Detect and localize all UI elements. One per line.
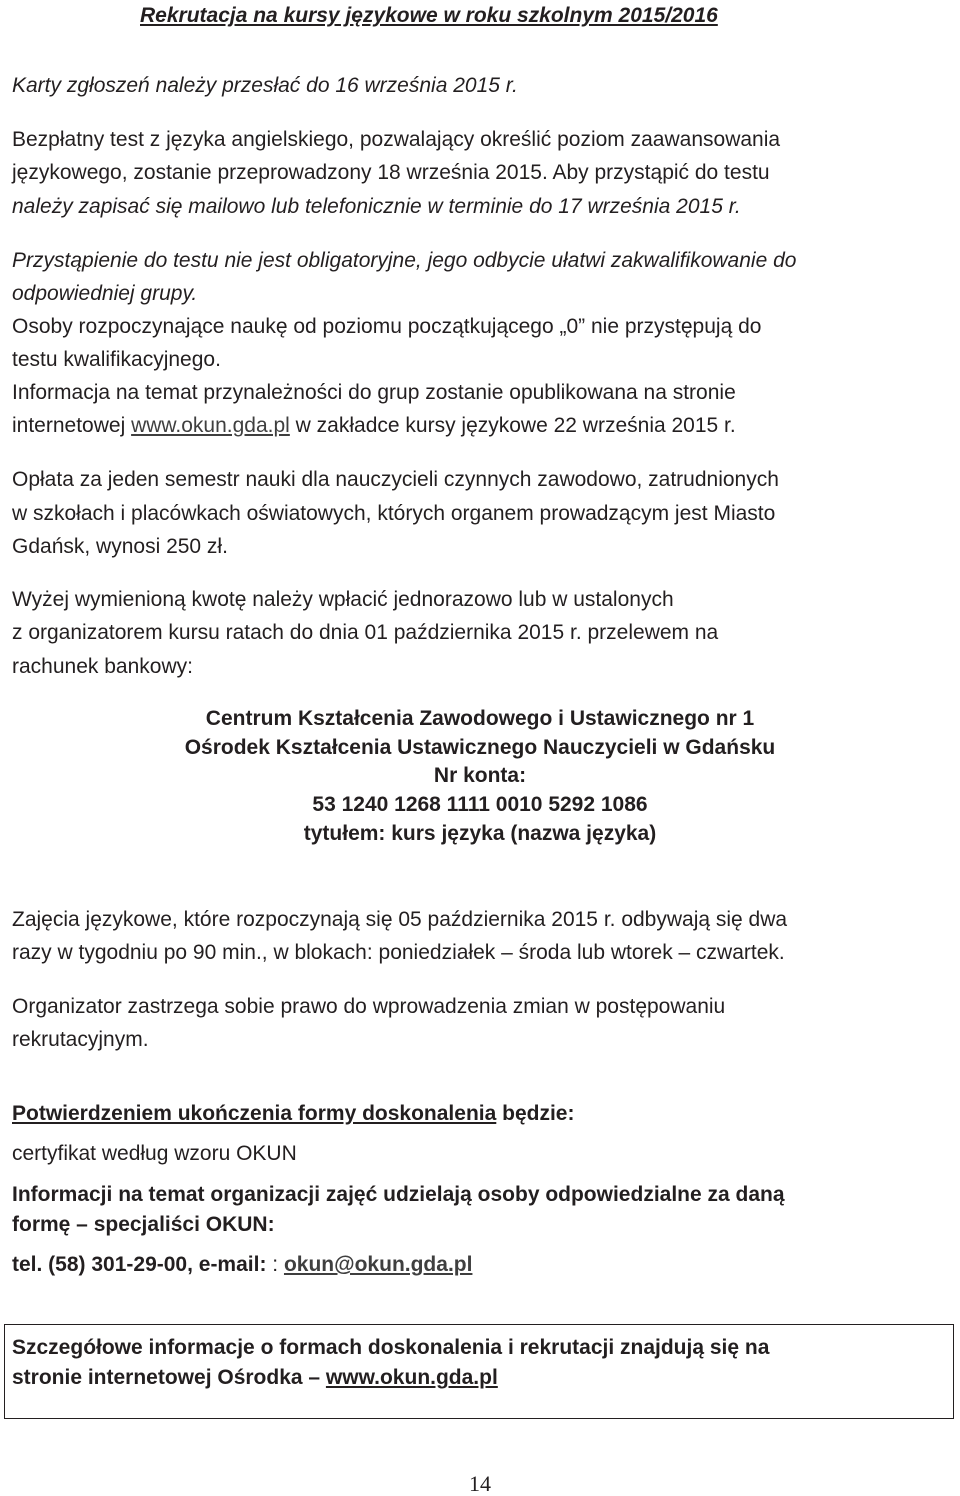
test-info-line-2: językowego, zostanie przeprowadzony 18 września 2015. Aby przystąpić do testu [12, 161, 770, 184]
info-box-line-2-prefix: stronie internetowej Ośrodka – [12, 1366, 326, 1389]
payment-line-1: Wyżej wymienioną kwotę należy wpłacić jednorazowo lub w ustalonych [12, 588, 674, 611]
confirmation-heading [12, 1102, 574, 1126]
bank-name-line-2: Ośrodek Kształcenia Ustawicznego Nauczycieli w Gdańsku [184, 736, 776, 759]
deadline-text: Karty zgłoszeń należy przesłać do 16 września 2015 r. [12, 74, 518, 97]
info-box-line-2 [12, 1366, 498, 1390]
test-notes-line-1: Przystąpienie do testu nie jest obligatoryjne, jego odbycie ułatwi zakwalifikowanie do [12, 249, 797, 272]
reservation-line-1: Organizator zastrzega sobie prawo do wprowadzenia zmian w postępowaniu [12, 995, 726, 1018]
test-notes-line-6-suffix: w zakładce kursy językowe 22 września 2015 r. [289, 414, 736, 437]
email-link[interactable]: okun@okun.gda.pl [283, 1253, 473, 1276]
payment-line-2: z organizatorem kursu ratach do dnia 01 października 2015 r. przelewem na [12, 621, 719, 644]
account-number: 53 1240 1268 1111 0010 5292 1086 [312, 793, 648, 816]
payment-line-3: rachunek bankowy: [12, 655, 193, 678]
test-notes-line-2: odpowiedniej grupy. [12, 282, 198, 305]
info-box-website-link[interactable]: www.okun.gda.pl [325, 1366, 498, 1389]
bank-name-line-1: Centrum Kształcenia Zawodowego i Ustawicznego nr 1 [205, 707, 755, 730]
test-notes-line-4: testu kwalifikacyjnego. [12, 348, 221, 371]
confirmation-heading-underlined: Potwierdzeniem ukończenia formy doskonalenia [12, 1102, 497, 1125]
contact-line-2: formę – specjaliści OKUN: [12, 1213, 275, 1236]
contact-line-3 [12, 1253, 472, 1277]
confirmation-heading-rest: będzie: [496, 1102, 575, 1125]
page-number: 14 [469, 1471, 491, 1496]
fee-line-3: Gdańsk, wynosi 250 zł. [12, 535, 228, 558]
contact-line-1: Informacji na temat organizacji zajęć udzielają osoby odpowiedzialne za daną [12, 1183, 785, 1206]
info-box-line-1: Szczegółowe informacje o formach doskonalenia i rekrutacji znajdują się na [12, 1336, 770, 1359]
schedule-line-1: Zajęcia językowe, które rozpoczynają się 05 października 2015 r. odbywają się dwa [12, 908, 788, 931]
test-notes-line-6-prefix: internetowej [12, 414, 132, 437]
account-label: Nr konta: [433, 764, 527, 787]
fee-line-1: Opłata za jeden semestr nauki dla nauczycieli czynnych zawodowo, zatrudnionych [12, 468, 779, 491]
page-title: Rekrutacja na kursy językowe w roku szkolnym 2015/2016 [140, 4, 718, 27]
test-notes-line-6 [12, 414, 736, 438]
test-info-line-1: Bezpłatny test z języka angielskiego, pozwalający określić poziom zaawansowania [12, 128, 781, 151]
test-notes-line-5: Informacja na temat przynależności do grup zostanie opublikowana na stronie [12, 381, 736, 404]
website-link[interactable]: www.okun.gda.pl [131, 414, 290, 437]
test-notes-line-3: Osoby rozpoczynające naukę od poziomu początkującego „0” nie przystępują do [12, 315, 762, 338]
contact-colon: : [272, 1253, 284, 1276]
fee-line-2: w szkołach i placówkach oświatowych, których organem prowadzącym jest Miasto [12, 502, 776, 525]
reservation-line-2: rekrutacyjnym. [12, 1028, 149, 1051]
transfer-title: tytułem: kurs języka (nazwa języka) [303, 822, 657, 845]
confirmation-value: certyfikat według wzoru OKUN [12, 1142, 297, 1165]
test-info-line-3: należy zapisać się mailowo lub telefonicznie w terminie do 17 września 2015 r. [12, 195, 741, 218]
contact-tel: tel. (58) 301-29-00, e-mail: [12, 1253, 273, 1276]
schedule-line-2: razy w tygodniu po 90 min., w blokach: poniedziałek – środa lub wtorek – czwartek. [12, 941, 785, 964]
